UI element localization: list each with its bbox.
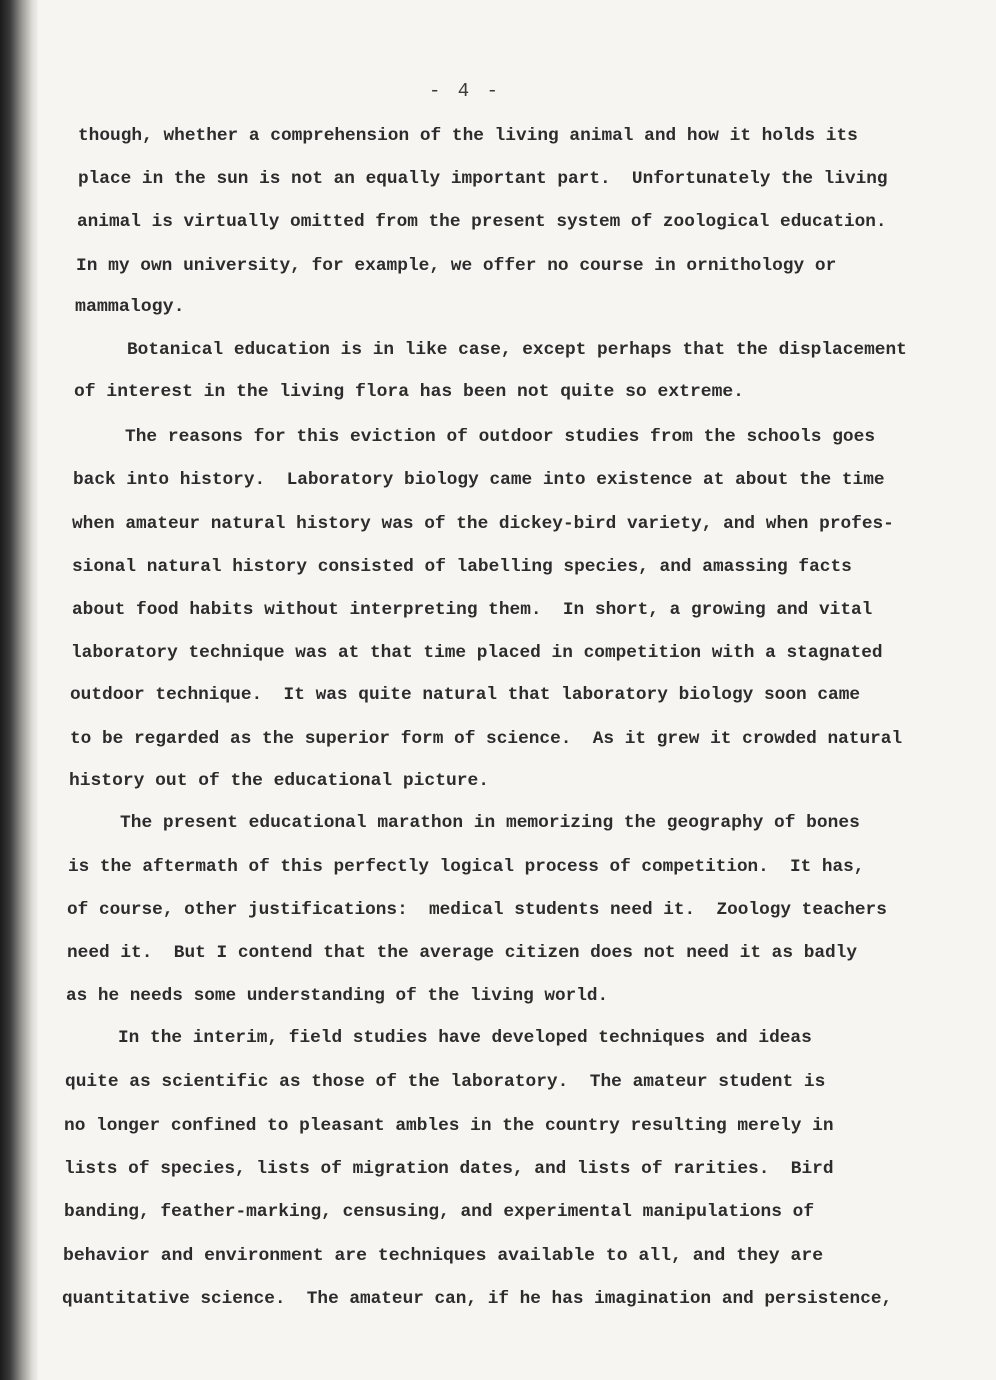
text-line: The reasons for this eviction of outdoor studies from the schools goes [125,428,876,447]
text-line: no longer confined to pleasant ambles in the country resulting merely in [64,1117,834,1136]
text-line: behavior and environment are techniques available to all, and they are [63,1247,824,1266]
text-line: when amateur natural history was of the dickey-bird variety, and when profes- [72,515,894,534]
text-line: of interest in the living flora has been not quite so extreme. [74,383,744,402]
text-line: place in the sun is not an equally important part. Unfortunately the living [78,170,888,189]
text-line: In my own university, for example, we offer no course in ornithology or [76,257,837,276]
text-line: animal is virtually omitted from the present system of zoological education. [77,213,887,232]
text-line: mammalogy. [75,298,185,317]
text-line: quantitative science. The amateur can, if he has imagination and persistence, [62,1290,893,1309]
text-line: laboratory technique was at that time placed in competition with a stagnated [71,644,883,663]
text-line: though, whether a comprehension of the living animal and how it holds its [78,127,858,146]
text-line: Botanical education is in like case, except perhaps that the displacement [127,341,907,360]
text-line: is the aftermath of this perfectly logical process of competition. It has, [68,858,865,877]
text-line: sional natural history consisted of labelling species, and amassing facts [72,558,852,577]
text-line: to be regarded as the superior form of science. As it grew it crowded natural [70,730,903,749]
text-line: need it. But I contend that the average citizen does not need it as badly [67,944,858,963]
text-line: as he needs some understanding of the living world. [66,987,609,1006]
text-line: of course, other justifications: medical students need it. Zoology teachers [67,901,887,920]
text-line: quite as scientific as those of the laboratory. The amateur student is [65,1073,826,1092]
page-number: - 4 - [428,80,501,102]
text-line: outdoor technique. It was quite natural that laboratory biology soon came [70,686,861,705]
text-line: history out of the educational picture. [69,772,490,791]
text-line: about food habits without interpreting them. In short, a growing and vital [72,601,873,620]
text-line: banding, feather-marking, censusing, and experimental manipulations of [64,1203,815,1222]
text-line: In the interim, field studies have developed techniques and ideas [118,1029,812,1048]
text-line: lists of species, lists of migration dates, and lists of rarities. Bird [64,1160,834,1179]
text-line: back into history. Laboratory biology came into existence at about the time [73,471,885,490]
book-binding-edge [0,0,38,1380]
text-line: The present educational marathon in memorizing the geography of bones [120,814,860,833]
